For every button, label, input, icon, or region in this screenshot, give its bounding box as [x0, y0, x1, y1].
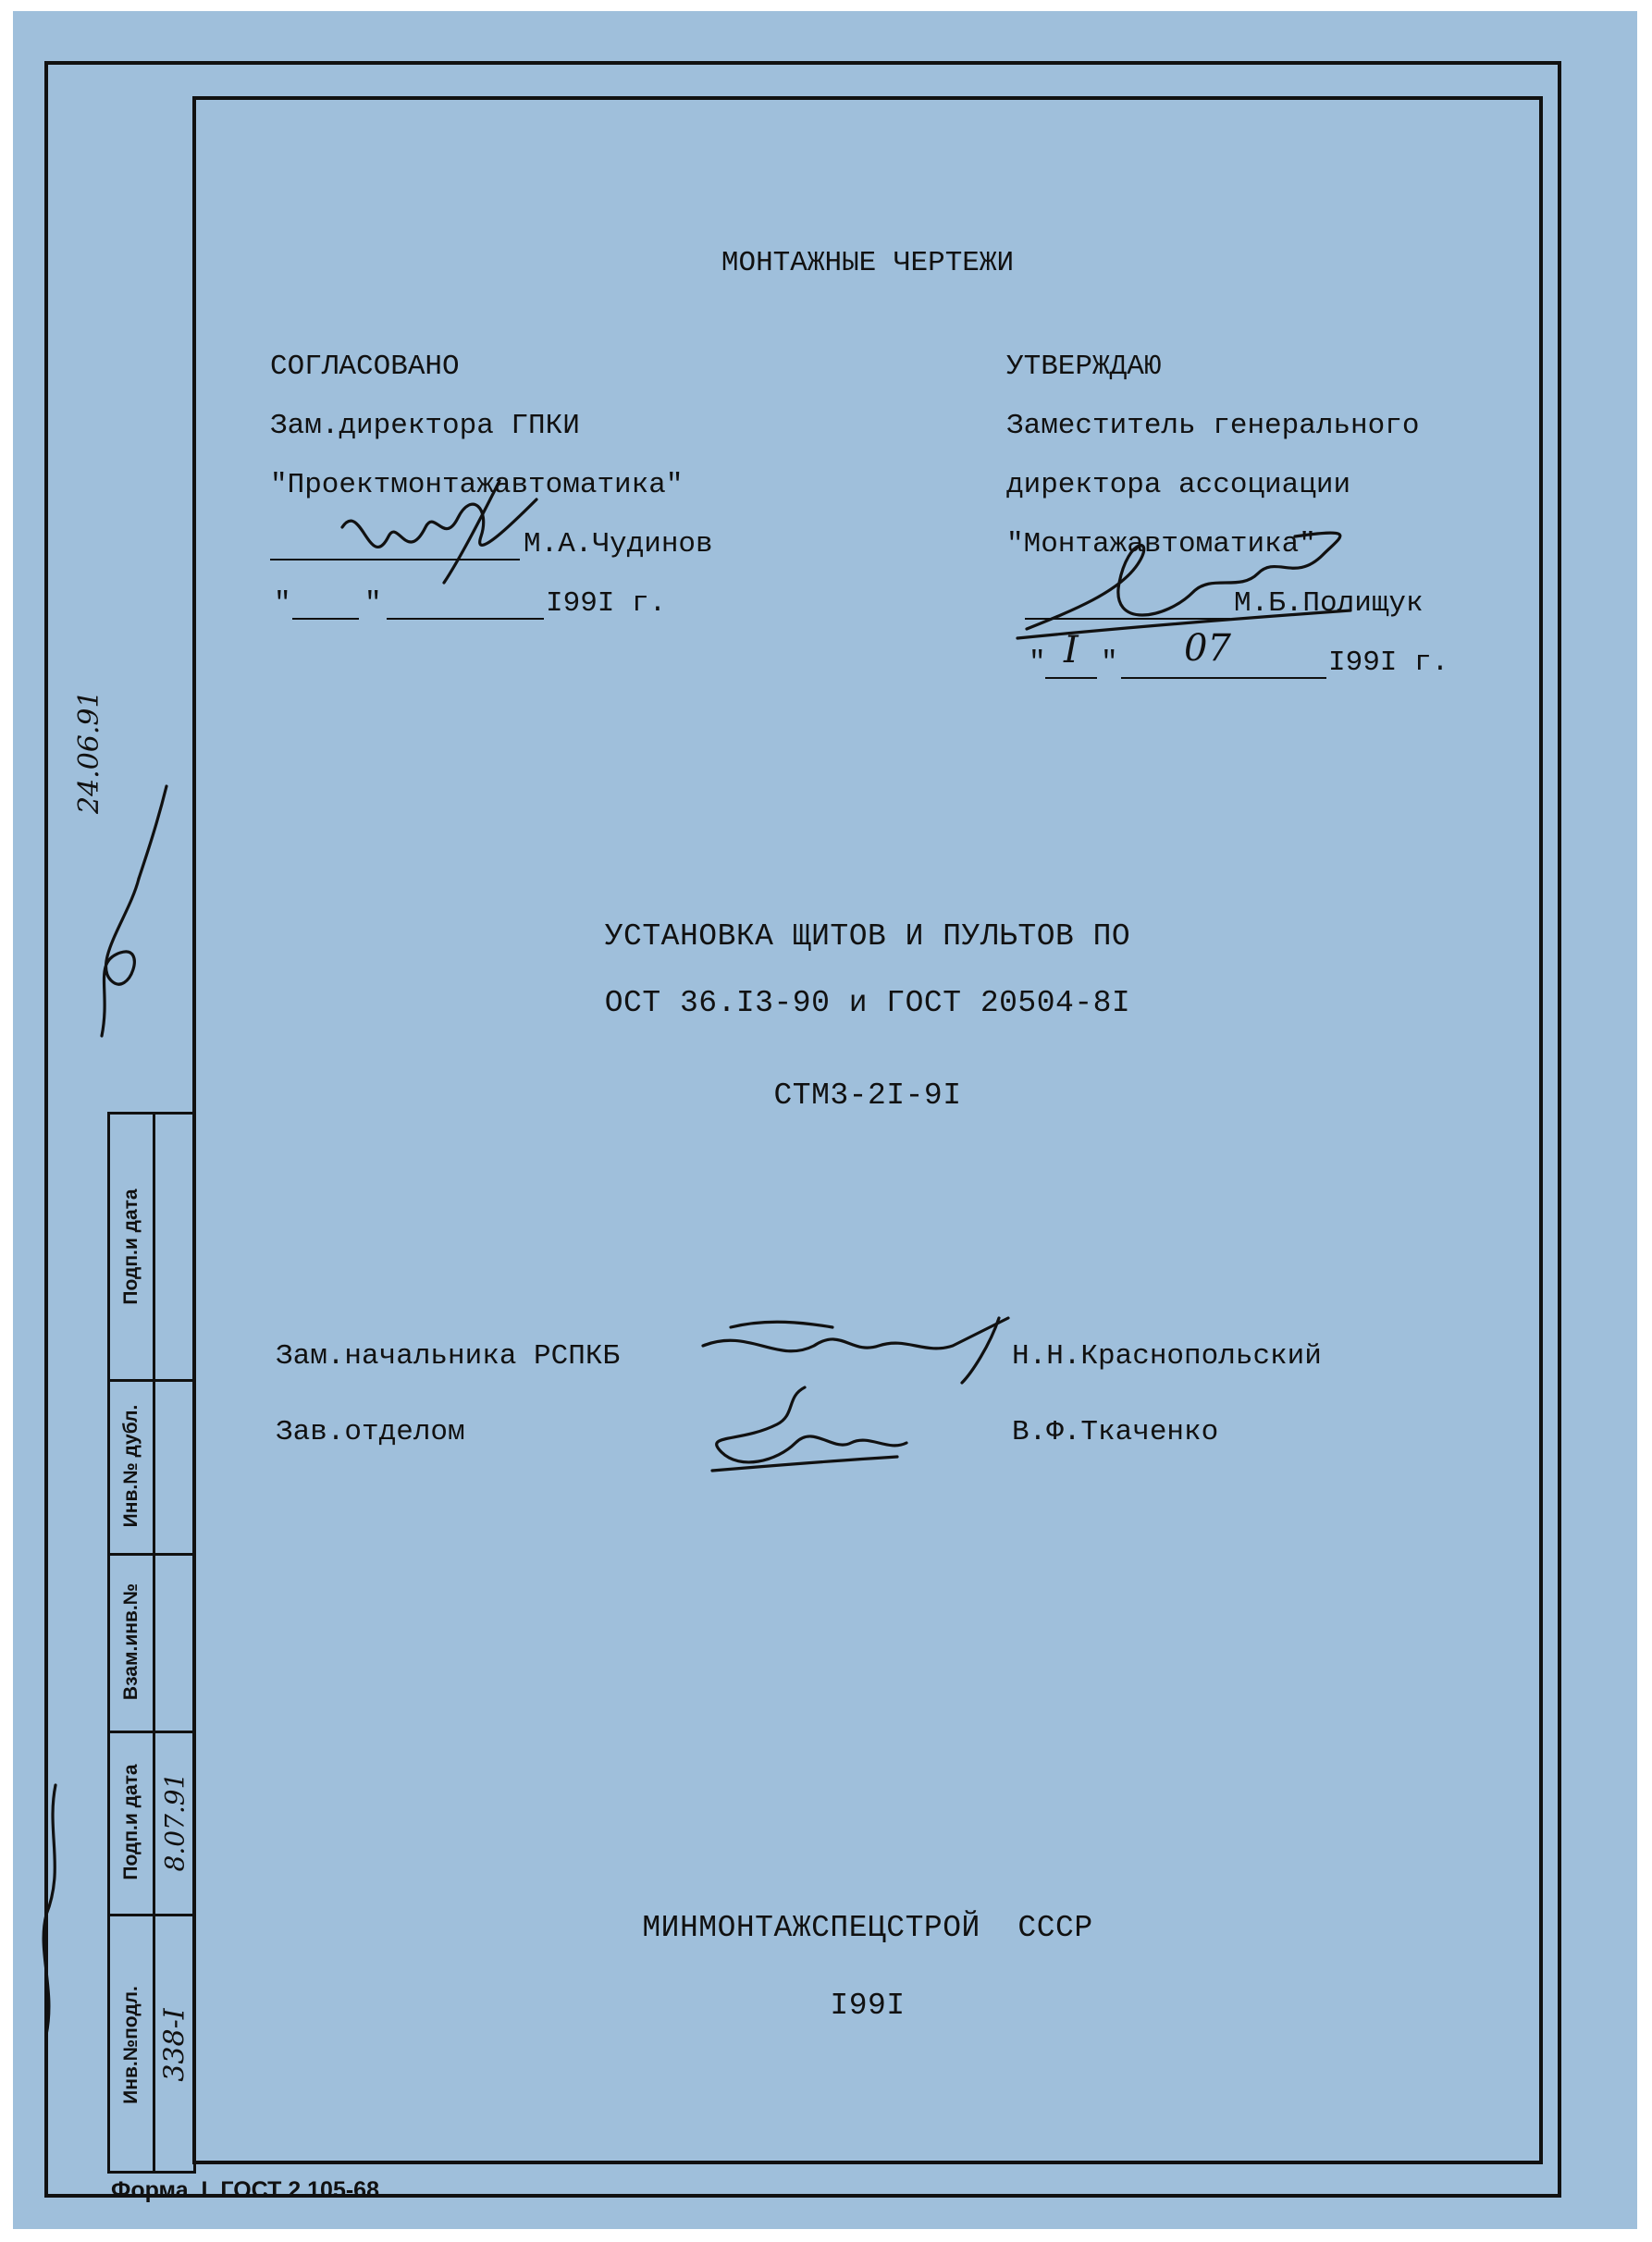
- approved-signature: [1017, 499, 1369, 657]
- approved-month: 07: [1184, 627, 1231, 670]
- stamp-label-sign-date-2: Подп.и дата: [120, 1764, 142, 1880]
- approved-name: М.Б.Полищук: [1234, 587, 1424, 620]
- margin-date: 24.06.91: [73, 690, 105, 814]
- agreed-date-quote-open: ": [274, 587, 291, 620]
- agreed-position: Зам.директора ГПКИ: [270, 410, 580, 442]
- stamp-handwritten-date: 8.07.91: [159, 1772, 191, 1872]
- agreed-year: I99I г.: [546, 587, 667, 620]
- approved-position-line1: Заместитель генерального: [1006, 410, 1420, 442]
- agreed-day-line: [292, 618, 359, 620]
- approved-date-quote-open: ": [1029, 647, 1046, 679]
- approved-position-line2: директора ассоциации: [1006, 469, 1351, 501]
- approved-organization: "Монтажавтоматика": [1006, 528, 1316, 560]
- stamp-label-sign-date: Подп.и дата: [120, 1189, 142, 1305]
- stamp-label-replace-inv: Взам.инв.№: [120, 1583, 142, 1701]
- signer-name-1: Н.Н.Краснопольский: [1012, 1340, 1322, 1373]
- signer-name-2: В.Ф.Ткаченко: [1012, 1416, 1219, 1448]
- approved-day-line: [1045, 677, 1097, 679]
- approved-day: I: [1064, 629, 1079, 671]
- agreed-signature: [305, 462, 546, 601]
- agreed-month-line: [387, 618, 544, 620]
- issue-year: I99I: [830, 1989, 906, 2023]
- signer-role-1: Зам.начальника РСПКБ: [276, 1340, 621, 1373]
- approved-year: I99I г.: [1328, 647, 1449, 679]
- document-title-line2: ОСТ 36.I3-90 и ГОСТ 20504-8I: [604, 986, 1131, 1020]
- approved-date-quote-close: ": [1101, 647, 1118, 679]
- document-heading: МОНТАЖНЫЕ ЧЕРТЕЖИ: [721, 247, 1015, 279]
- agreed-date-quote-close: ": [364, 587, 382, 620]
- signer-role-2: Зав.отделом: [276, 1416, 465, 1448]
- agreed-name: М.А.Чудинов: [524, 528, 713, 560]
- margin-mark: [18, 1776, 83, 2044]
- signer-signature-2: [684, 1378, 925, 1480]
- side-stamp: [107, 1112, 196, 2174]
- document-title-line1: УСТАНОВКА ЩИТОВ И ПУЛЬТОВ ПО: [604, 919, 1131, 954]
- approved-month-line: [1121, 677, 1326, 679]
- signer-signature-1: [694, 1309, 1027, 1383]
- agreed-title: СОГЛАСОВАНО: [270, 351, 460, 383]
- form-label: Форма I ГОСТ 2.105-68: [111, 2177, 379, 2203]
- document-code: СТМ3-2I-9I: [773, 1078, 962, 1113]
- ministry-name: МИНМОНТАЖСПЕЦСТРОЙ СССР: [642, 1911, 1093, 1945]
- stamp-handwritten-inventory: 338-I: [158, 2008, 191, 2082]
- stamp-label-duplicate-inv: Инв.№ дубл.: [120, 1404, 142, 1528]
- agreed-organization: "Проектмонтажавтоматика": [270, 469, 684, 501]
- approved-title: УТВЕРЖДАЮ: [1006, 351, 1162, 383]
- stamp-label-original-inv: Инв.№подл.: [120, 1986, 142, 2104]
- inner-frame: [192, 96, 1543, 2164]
